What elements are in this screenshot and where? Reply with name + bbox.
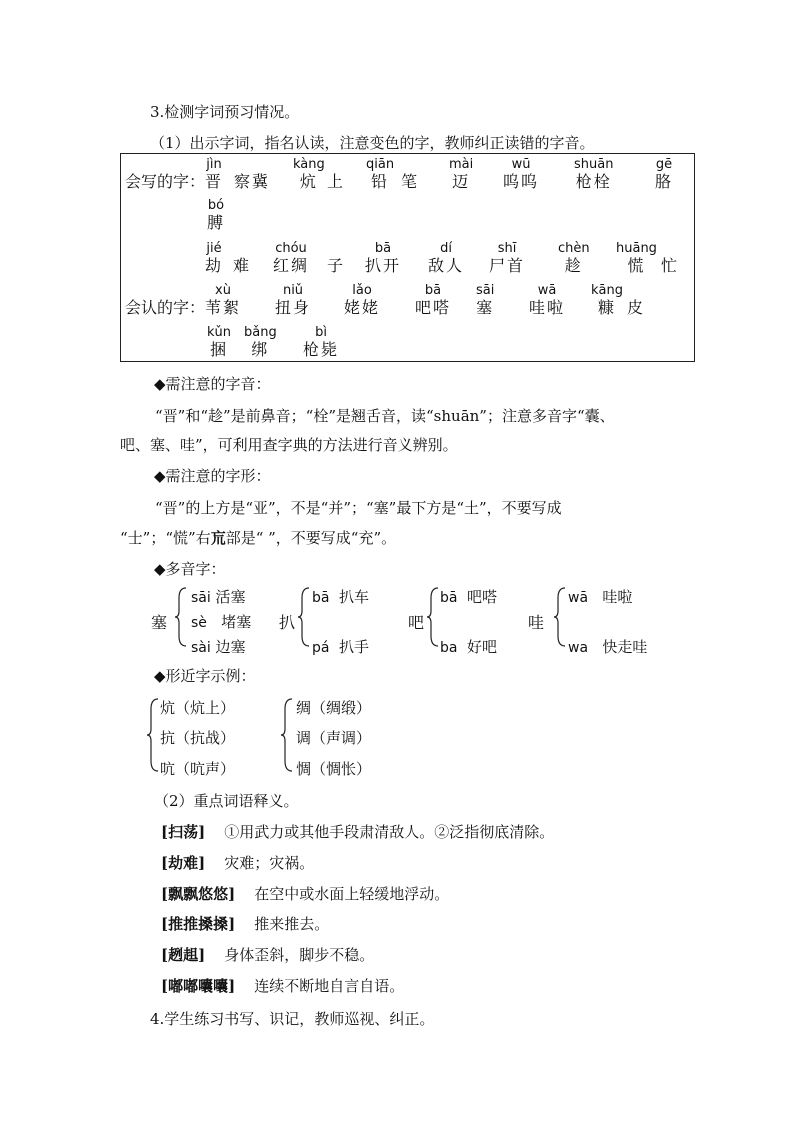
shape-text: “士”；“慌”右巟部是“ ”，不要写成“充”。 [120, 529, 397, 547]
vocab-pair: niǔ 扭身 [275, 283, 312, 317]
term-row [161, 913, 329, 934]
polyphone-heading: ◆多音字： [154, 560, 226, 578]
sound-text: 吧、塞、哇”，可利用查字典的方法进行音义辨别。 [120, 436, 458, 454]
vocab-pair: kǔn 捆 [207, 325, 232, 359]
brace-icon [297, 586, 311, 648]
vocab-word: 子 [327, 256, 346, 275]
term-word: [趔趄] [161, 946, 206, 964]
term-word: [嘟嘟囔囔] [161, 977, 236, 995]
polyphone-char: 吧 [408, 613, 425, 632]
term-word: [推推搡搡] [161, 915, 236, 933]
vocab-word: 难 [233, 256, 252, 275]
sub-1-heading: （1）出示字词，指名认读，注意变色的字，教师纠正读错的字音。 [150, 134, 595, 152]
radical-glyph: 巟 [210, 529, 226, 547]
term-word: [飘飘悠悠] [161, 885, 236, 903]
brace-icon [174, 586, 188, 648]
term-definition: 身体歪斜，脚步不稳。 [224, 946, 375, 964]
term-row [161, 975, 404, 996]
polyphone-item: bā 吧嗒 [440, 588, 498, 606]
polyphone-item: sāi 活塞 [191, 588, 246, 606]
polyphone-char: 塞 [151, 613, 168, 632]
similar-item: 抗（抗战） [160, 729, 236, 747]
vocab-word: 察冀 [234, 172, 271, 191]
step-3-heading: 3.检测字词预习情况。 [150, 103, 300, 121]
vocab-pair: chèn 趁 [558, 241, 590, 275]
vocab-pair: bó 膊 [207, 198, 226, 232]
similar-item: 吭（吭声） [160, 760, 236, 778]
term-row [161, 944, 374, 965]
sub-2-heading: （2）重点词语释义。 [154, 792, 299, 810]
step-4-heading: 4.学生练习书写、识记，教师巡视、纠正。 [150, 1010, 435, 1028]
vocab-pair: shī 尸首 [489, 241, 526, 275]
similar-item: 调（声调） [296, 729, 372, 747]
vocab-pair: sāi 塞 [476, 283, 495, 317]
vocab-pair: bǎng 绑 [244, 325, 277, 359]
polyphone-item: wā 哇啦 [568, 588, 633, 606]
vocab-word: 忙 [661, 256, 680, 275]
term-definition: 推来推去。 [254, 915, 330, 933]
brace-icon [426, 586, 440, 648]
similar-item: 炕（炕上） [160, 699, 236, 717]
vocab-word: 上 [327, 172, 346, 191]
sound-text: “晋”和“趁”是前鼻音；“栓”是翘舌音，读“shuān”；注意多音字“囊、 [155, 407, 615, 425]
polyphone-item: sè 堵塞 [191, 613, 252, 631]
term-definition: 连续不断地自言自语。 [254, 977, 405, 995]
vocab-word: 皮 [627, 298, 646, 317]
polyphone-char: 扒 [279, 613, 296, 632]
vocab-pair: bā 扒开 [365, 241, 402, 275]
vocab-pair: bì 枪毙 [303, 325, 340, 359]
term-word: [劫难] [161, 854, 206, 872]
vocab-pair: qiān 铅 [366, 157, 395, 191]
vocab-pair: jìn 晋 [205, 157, 224, 191]
similar-item: 惆（惆怅） [296, 760, 372, 778]
term-definition: 灾难；灾祸。 [224, 854, 315, 872]
shape-heading: ◆需注意的字形： [154, 467, 271, 485]
sound-heading: ◆需注意的字音： [154, 375, 271, 393]
vocab-pair: shuān 枪栓 [574, 157, 614, 191]
shape-text: “晋”的上方是“亚”，不是“并”；“塞”最下方是“土”，不要写成 [155, 499, 562, 517]
similar-item: 绸（绸缎） [296, 699, 372, 717]
term-word: [扫荡] [161, 823, 206, 841]
vocab-pair: jié 劫 [205, 241, 224, 275]
vocab-pair: huāng 慌 [616, 241, 657, 275]
vocab-pair: chóu 红绸 [273, 241, 310, 275]
brace-icon [146, 697, 160, 773]
similar-heading: ◆形近字示例： [154, 667, 256, 685]
term-definition: 在空中或水面上轻缓地浮动。 [254, 885, 450, 903]
vocab-pair: kāng 糠 [591, 283, 623, 317]
vocab-pair: gē 胳 [655, 157, 674, 191]
term-row [161, 852, 314, 873]
term-row [161, 821, 554, 842]
polyphone-item: ba 好吧 [440, 638, 498, 656]
vocab-pair: lǎo 姥姥 [344, 283, 381, 317]
polyphone-item: sài 边塞 [191, 638, 246, 656]
vocab-pair: mài 迈 [449, 157, 474, 191]
brace-icon [280, 697, 294, 773]
write-label: 会写的字： [125, 172, 206, 191]
read-label: 会认的字： [125, 298, 206, 317]
term-definition: ①用武力或其他手段肃清敌人。②泛指彻底清除。 [224, 823, 555, 841]
vocab-pair: kàng 炕 [293, 157, 325, 191]
vocab-pair: wū 呜呜 [503, 157, 540, 191]
polyphone-item: wa 快走哇 [568, 638, 648, 656]
vocab-pair: xù 苇絮 [205, 283, 242, 317]
polyphone-item: pá 扒手 [312, 638, 370, 656]
brace-icon [553, 586, 567, 648]
vocab-pair: dí 敌人 [428, 241, 465, 275]
vocab-pair: bā 吧嗒 [415, 283, 452, 317]
polyphone-item: bā 扒车 [312, 588, 370, 606]
polyphone-char: 哇 [528, 613, 545, 632]
vocab-pair: wā 哇啦 [529, 283, 566, 317]
vocab-word: 笔 [401, 172, 420, 191]
term-row [161, 883, 449, 904]
